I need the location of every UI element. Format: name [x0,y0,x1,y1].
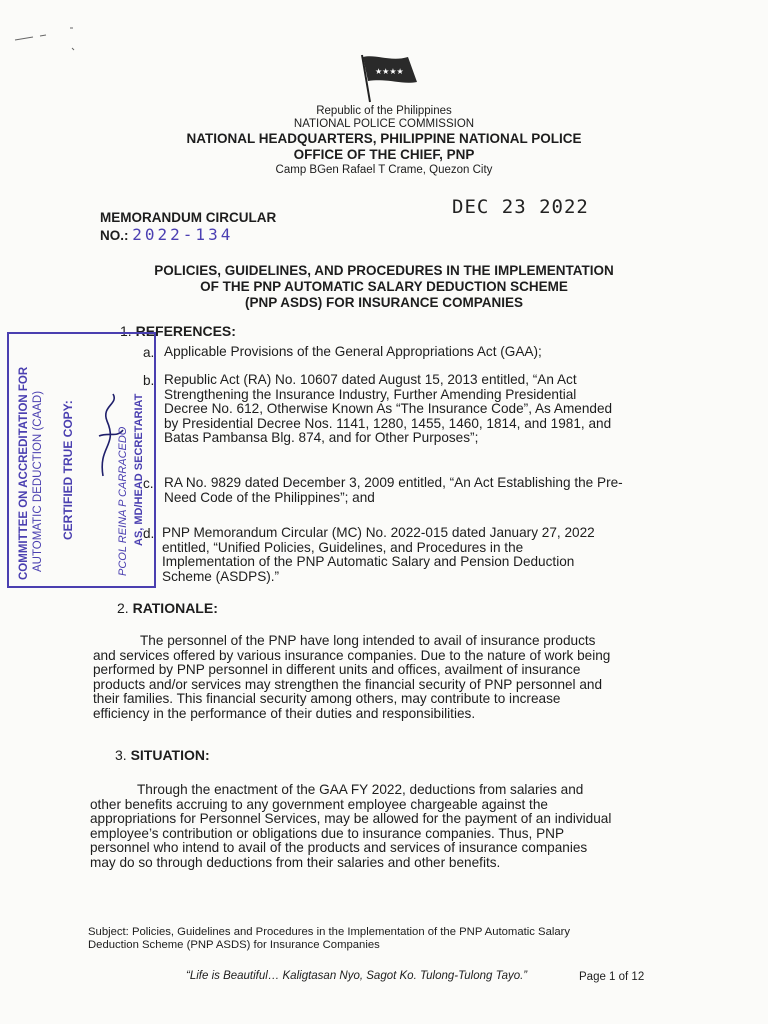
section3-title: SITUATION: [130,747,210,763]
rationale-line: The personnel of the PNP have long intended to avail of insurance products [140,633,596,648]
stamp-committee-line2: AUTOMATIC DEDUCTION (CAAD) [32,390,44,572]
stamp-committee-line1: COMMITTEE ON ACCREDITATION FOR [18,366,30,580]
situation-line: personnel who intend to avail of the products and services of insurance companies [90,840,588,855]
footer-subject-text: Policies, Guidelines and Procedures in the Implementation of the PNP Automatic Salary [131,926,571,938]
situation-line: Through the enactment of the GAA FY 2022, deductions from salaries and [137,782,584,797]
memo-no-value: 2022-134 [132,225,234,244]
header-napolcom: NATIONAL POLICE COMMISSION [293,118,475,130]
footer-subject [88,926,648,951]
certified-true-copy-stamp [7,332,156,588]
footer-subject-line2: Deduction Scheme (PNP ASDS) for Insurance Companies [88,938,380,951]
situation-line: employee’s contribution or obligations due to insurance companies. Thus, PNP [90,825,565,841]
title-line3: (PNP ASDS) FOR INSURANCE COMPANIES [244,295,524,310]
ref-d-letter: d. [143,526,155,541]
stamp-position: AS, MD/HEAD SECRETARIAT [133,393,145,546]
pnp-flag-icon [356,52,422,104]
header-office: OFFICE OF THE CHIEF, PNP [293,147,475,162]
rationale-line: their families. This financial security among others, may contribute to increase [93,691,561,706]
footer-subject-line1 [88,926,648,939]
ref-c-line: RA No. 9829 dated December 3, 2009 entitled, “An Act Establishing the Pre- [164,475,623,490]
rationale-line: and services offered by various insurance companies. Due to the nature of work being [93,647,611,663]
ref-d-line: entitled, “Unified Policies, Guidelines, and Procedures in the [162,539,524,555]
ref-d-text [162,526,659,584]
section3-num: 3. [115,747,127,763]
memo-number-line [100,226,233,244]
ref-a-letter: a. [143,345,155,360]
section1-title: REFERENCES: [135,323,236,339]
title-line2: OF THE PNP AUTOMATIC SALARY DEDUCTION SCHEME [200,279,568,294]
ref-c-letter: c. [143,476,154,491]
section3-heading [115,747,210,763]
ref-d-line: Scheme (ASDPS).” [162,568,280,584]
memo-label: MEMORANDUM CIRCULAR [100,210,277,225]
scan-marks [10,18,90,58]
date-stamp: DEC 23 2022 [452,196,589,218]
svg-text:★★★★: ★★★★ [375,67,404,76]
section2-num: 2. [117,600,129,616]
ref-b-line: Strengthening the Insurance Industry, Further Amending Presidential [164,386,577,402]
situation-line: other benefits accruing to any government employee chargeable against the [90,796,548,812]
ref-b-text [164,373,659,446]
footer-subject-label: Subject: [88,926,129,938]
ref-a-text: Applicable Provisions of the General Appropriations Act (GAA); [164,344,542,359]
rationale-line: products and/or services may strengthen the financial security of PNP personnel and [93,676,603,692]
ref-d-line: PNP Memorandum Circular (MC) No. 2022-015 dated January 27, 2022 [162,525,595,540]
rationale-line: efficiency in the performance of their duties and responsibilities. [93,705,476,721]
ref-d-line: Implementation of the PNP Automatic Salary and Pension Deduction [162,554,575,569]
footer-motto: “Life is Beautiful… Kaligtasan Nyo, Sagot Ko. Tulong-Tulong Tayo.” [186,970,528,982]
situation-line: may do so through deductions from their salaries and other benefits. [90,854,501,870]
ref-b-line: Republic Act (RA) No. 10607 dated August 15, 2013 entitled, “An Act [164,372,577,387]
rationale-line: performed by PNP personnel in different units and offices, availment of insurance [93,662,581,677]
rationale-paragraph [93,634,655,721]
ref-b-letter: b. [143,373,155,388]
ref-b-line: Decree No. 612, Otherwise Known As “The Insurance Code”, As Amended [164,401,613,416]
title-line1: POLICIES, GUIDELINES, AND PROCEDURES IN THE IMPLEMENTATION [154,263,614,278]
header-republic: Republic of the Philippines [316,105,452,117]
ref-b-line: Batas Pambansa Blg. 874, and for Other Purposes”; [164,430,479,445]
section2-heading [117,600,218,616]
page-number: Page 1 of 12 [579,971,645,983]
situation-line: appropriations for Personnel Services, may be allowed for the payment of an individual [90,811,612,826]
section2-title: RATIONALE: [132,600,218,616]
ref-c-text [164,476,659,505]
memo-no-label: NO.: [100,228,129,243]
situation-paragraph [90,783,652,870]
ref-b-line: by Presidential Decree Nos. 1141, 1280, 1455, 1460, 1814, and 1981, and [164,415,612,431]
stamp-name: PCOL REINA P CARRACEDO [117,426,129,576]
header-nhq: NATIONAL HEADQUARTERS, PHILIPPINE NATIONAL POLICE [186,131,582,146]
stamp-certified: CERTIFIED TRUE COPY: [61,400,75,540]
section1-num: 1. [120,323,132,339]
header-camp: Camp BGen Rafael T Crame, Quezon City [275,164,493,176]
ref-c-line: Need Code of the Philippines”; and [164,489,375,505]
